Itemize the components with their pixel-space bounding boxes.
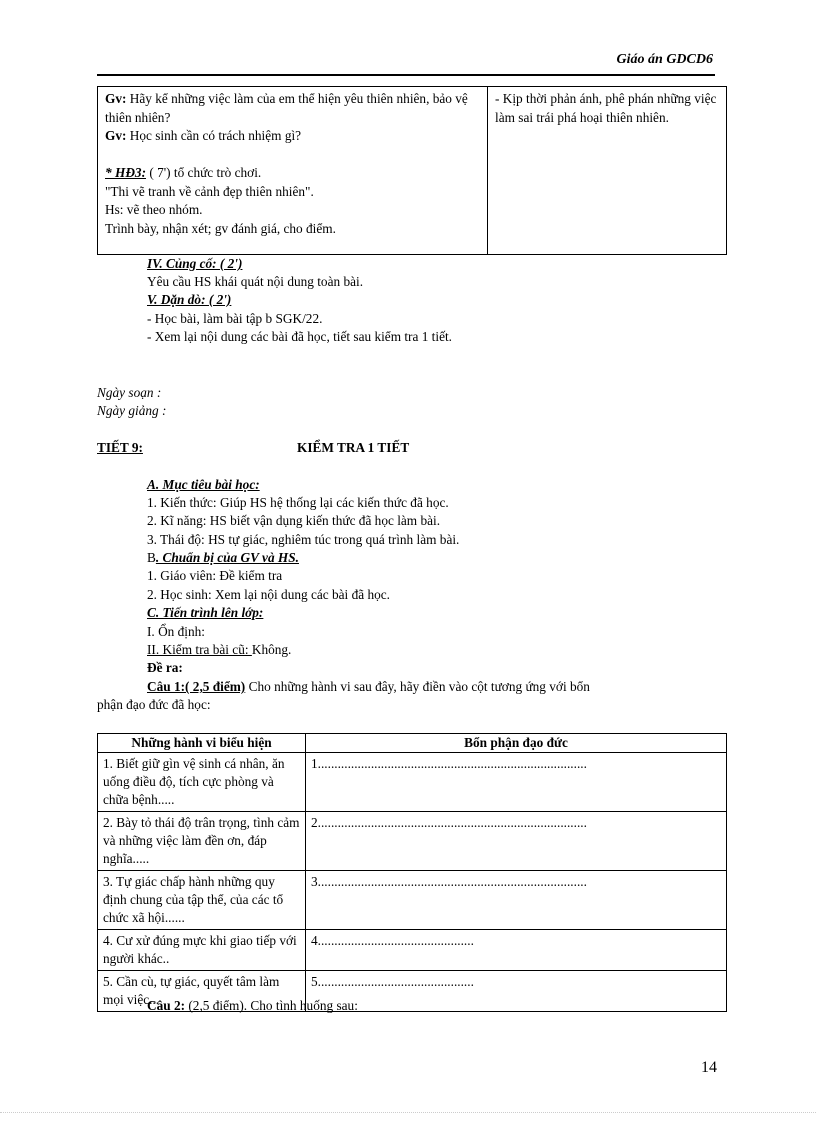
lesson-title: KIỂM TRA 1 TIẾT <box>297 440 410 455</box>
answer-cell[interactable]: 2................................................................................. <box>306 812 727 871</box>
consolidation-text: Yêu cầu HS khái quát nội dung toàn bài. <box>147 274 364 289</box>
game-title: "Thi vẽ tranh về cảnh đẹp thiên nhiên". <box>105 183 314 199</box>
behavior-cell: 4. Cư xử đúng mực khi giao tiếp với người khác.. <box>98 930 306 971</box>
answer-cell[interactable]: 5............................................... <box>306 971 727 1012</box>
behavior-cell: 3. Tự giác chấp hành những quy định chung của tập thể, của các tổ chức xã hội...... <box>98 871 306 930</box>
behavior-cell: 5. Cần cù, tự giác, quyết tâm làm mọi việc... <box>98 971 306 1012</box>
prep-student: 2. Học sinh: Xem lại nội dung các bài đã học. <box>147 587 390 602</box>
answer-cell[interactable]: 1................................................................................. <box>306 753 727 812</box>
objective-skill: 2. Kĩ năng: HS biết vận dụng kiến thức đã học làm bài. <box>147 513 441 528</box>
question-1-intro: Câu 1:( 2,5 điểm) Cho những hành vi sau đây, hãy điền vào cột tương ứng với bổn <box>147 679 590 694</box>
page-number: 14 <box>701 1059 717 1076</box>
exam-label: Đề ra: <box>147 660 183 675</box>
student-task: Hs: vẽ theo nhóm. <box>105 202 203 217</box>
answer-cell[interactable]: 4............................................... <box>306 930 727 971</box>
behavior-cell: 2. Bày tỏ thái độ trân trọng, tình cảm và những việc làm đền ơn, đáp nghĩa..... <box>98 812 306 871</box>
question-2-intro: Câu 2: (2,5 điểm). Cho tình huống sau: <box>147 998 358 1013</box>
table-row <box>98 812 727 871</box>
question-1-intro-cont: phận đạo đức đã học: <box>97 697 211 712</box>
section-b-heading: B. Chuẩn bị của GV và HS. <box>147 550 299 565</box>
presentation-line: Trình bày, nhận xét; gv đánh giá, cho điểm. <box>105 220 336 236</box>
activity-left-cell <box>98 87 488 255</box>
consolidation-heading: IV. Củng cố: ( 2') <box>147 256 243 271</box>
answer-cell[interactable]: 3................................................................................. <box>306 871 727 930</box>
table-row <box>98 930 727 971</box>
col-behaviors-header: Những hành vi biểu hiện <box>98 734 306 753</box>
section-a-heading: A. Mục tiêu bài học: <box>147 477 260 492</box>
section-c-heading: C. Tiến trình lên lớp: <box>147 605 264 620</box>
step-stabilize: I. Ổn định: <box>147 624 205 639</box>
activity-3: * HĐ3: ( 7') tổ chức trò chơi. <box>105 165 262 180</box>
activity-right-cell: - Kịp thời phản ánh, phê phán những việc làm sai trái phá hoại thiên nhiên. <box>488 87 727 255</box>
question-1-table <box>97 733 727 1012</box>
table-row <box>98 871 727 930</box>
lesson-number: TIẾT 9: <box>97 440 143 455</box>
activity-table <box>97 86 727 255</box>
objective-attitude: 3. Thái độ: HS tự giác, nghiêm túc trong quá trình làm bài. <box>147 532 460 547</box>
prep-teacher: 1. Giáo viên: Đề kiểm tra <box>147 568 283 583</box>
header-rule <box>97 74 715 76</box>
prep-date: Ngày soạn : <box>97 385 162 400</box>
teach-date: Ngày giảng : <box>97 403 167 418</box>
table-row <box>98 753 727 812</box>
homework-line-2: - Xem lại nội dung các bài đã học, tiết sau kiểm tra 1 tiết. <box>147 329 452 344</box>
teacher-question-1: Gv: Hãy kể những việc làm của em thể hiện yêu thiên nhiên, bảo vệ thiên nhiên? <box>105 91 468 125</box>
homework-line-1: - Học bài, làm bài tập b SGK/22. <box>147 311 323 326</box>
col-duties-header: Bổn phận đạo đức <box>306 734 727 753</box>
step-review: II. Kiểm tra bài cũ: Không. <box>147 642 292 657</box>
page-bottom-divider <box>0 1112 816 1113</box>
table-header-row <box>98 734 727 753</box>
document-header-title: Giáo án GDCD6 <box>616 52 713 67</box>
homework-heading: V. Dặn dò: ( 2') <box>147 292 232 307</box>
objective-knowledge: 1. Kiến thức: Giúp HS hệ thống lại các kiến thức đã học. <box>147 495 449 510</box>
teacher-question-2: Gv: Học sinh cần có trách nhiệm gì? <box>105 128 302 143</box>
behavior-cell: 1. Biết giữ gìn vệ sinh cá nhân, ăn uống điều độ, tích cực phòng và chữa bệnh..... <box>98 753 306 812</box>
